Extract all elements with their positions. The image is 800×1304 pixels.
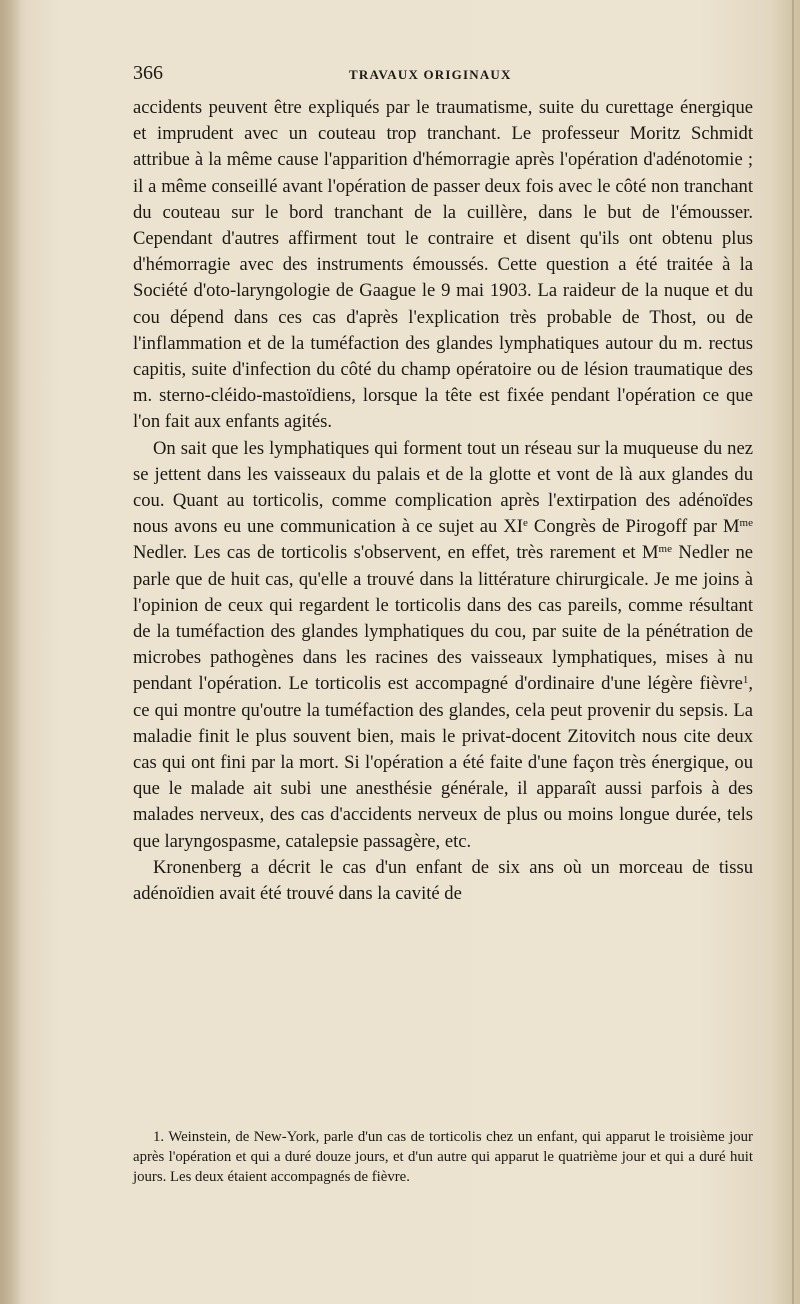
page-number: 366 xyxy=(133,62,163,84)
text-run: Kronenberg a décrit le cas d'un enfant de six ans où un morceau de tissu adénoïdien avait été trouvé dans la cavité de xyxy=(133,856,753,905)
page-header xyxy=(133,62,713,88)
footnotes xyxy=(133,1127,753,1188)
text-run: , ce qui montre qu'outre la tuméfaction des glandes, cela peut provenir du sepsis. La maladie finit le plus souvent bien, mais le privat-docent Zitovitch nous cite deux cas qui ont fini par la mort. Si l'opération a été faite d'une façon très énergique, ou que le malade ait subi une anesthésie générale, il apparaît aussi parfois à des malades nerveux, des cas d'accidents nerveux de plus ou moins longue durée, tels que laryngospasme, catalepsie passagère, etc. xyxy=(133,673,753,852)
running-head: TRAVAUX ORIGINAUX xyxy=(349,67,512,82)
paragraph xyxy=(133,855,753,907)
superscript: 1 xyxy=(742,674,749,687)
main-text xyxy=(133,95,753,907)
superscript: me xyxy=(658,543,672,556)
paragraph xyxy=(133,95,753,436)
footnote: 1. Weinstein, de New-York, parle d'un cas de torticolis chez un enfant, qui apparut le troisième jour après l'opération et qui a duré douze jours, et d'un autre qui apparut le quatrième jour et qui a duré huit jours. Les deux étaient accompagnés de fièvre. xyxy=(133,1129,753,1186)
gutter-shadow xyxy=(0,0,22,1304)
text-run: Nedler ne parle que de huit cas, qu'elle a trouvé dans la littérature chirurgicale. Je me joins à l'opinion de ceux qui regardent le torticolis dans des cas pareils, comme résultant de la tuméfaction des glandes lymphatiques du cou, par suite de la pénétration de microbes pathogènes dans les racines des vaisseaux lymphatiques, mises à nu pendant l'opération. Le torticolis est accompagné d'ordinaire d'une légère fièvre xyxy=(133,542,754,695)
text-run: On sait que les lymphatiques qui forment tout un réseau sur la muqueuse du nez se jettent dans les vaisseaux du palais et de la glotte et vont de là aux glandes du cou. Quant au torticolis, comme complication après l'extirpation des adénoïdes nous avons eu une communication à ce sujet au XI xyxy=(133,437,753,538)
superscript: me xyxy=(739,517,753,530)
superscript: e xyxy=(523,517,528,530)
text-run: Nedler. Les cas de torticolis s'observent, en effet, très rarement et M xyxy=(133,542,659,564)
text-run: Congrès de Pirogoff par M xyxy=(527,516,740,538)
page-edge xyxy=(792,0,794,1304)
paragraph xyxy=(133,436,753,855)
text-run: accidents peuvent être expliqués par le traumatisme, suite du curettage énergique et imprudent avec un couteau trop tranchant. Le professeur Moritz Schmidt attribue à la même cause l'apparition d'hémorragie après l'opération d'adénotomie ; il a même conseillé avant l'opération de passer deux fois avec le côté non tranchant du couteau sur le bord tranchant de la cuillère, dans le but de l'émousser. Cependant d'autres affirment tout le contraire et disent qu'ils ont obtenu plus d'hémorragie avec des instruments émoussés. Cette question a été traitée à la Société d'oto-laryngologie de Gaague le 9 mai 1903. La raideur de la nuque et du cou dépend dans ces cas d'après l'explication très probable de Thost, ou de l'inflammation et de la tuméfaction des glandes lymphatiques autour du m. rectus capitis, suite d'infection du côté du champ opératoire ou de lésion traumatique des m. sterno-cléido-mastoïdiens, lorsque la tête est fixée pendant l'opération ce que l'on fait aux enfants agités. xyxy=(133,97,753,433)
